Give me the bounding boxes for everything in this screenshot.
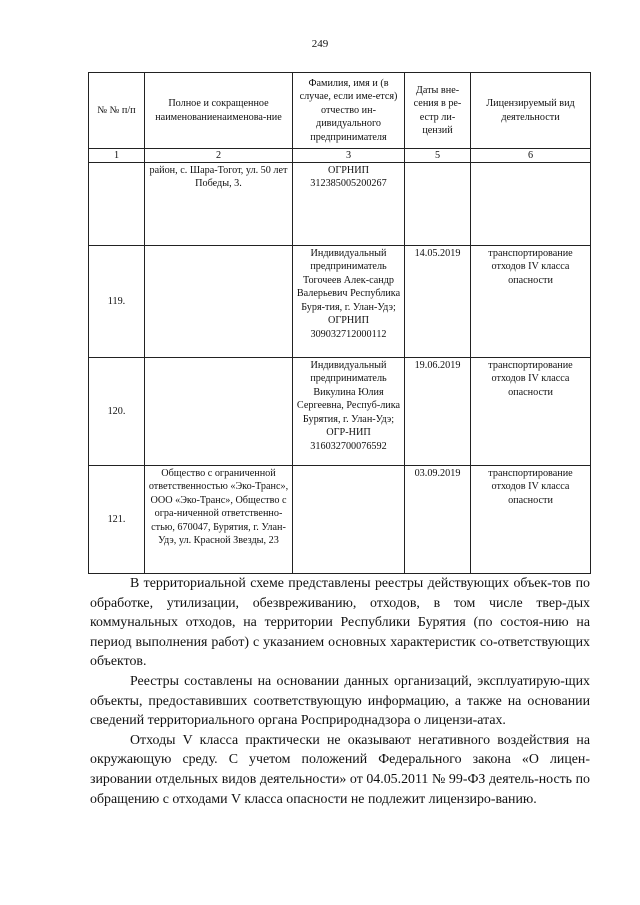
license-date: 14.05.2019 — [405, 246, 471, 358]
paragraph: В территориальной схеме представлены реестры действующих объек-тов по обработке, утилизации, обезвреживанию, отходов, в том числе твер-дых коммунальных отходов, на территории Республики Бурятия (по состоя-нию на период выполнения работ) с указанием основных характеристик со-ответствующих объектов. — [90, 576, 590, 670]
body-text — [90, 574, 590, 809]
table-row — [89, 163, 591, 246]
licensed-activity: транспортирование отходов IV класса опасности — [471, 246, 591, 358]
page-number: 249 — [311, 38, 329, 50]
licensed-activity: транспортирование отходов IV класса опасности — [471, 358, 591, 466]
column-index: 3 — [293, 149, 405, 163]
header-date: Даты вне-сения в ре-естр ли-цензий — [405, 73, 471, 149]
column-index: 2 — [145, 149, 293, 163]
column-index: 5 — [405, 149, 471, 163]
header-entrepreneur: Фамилия, имя и (в случае, если име-ется) отчество ин-дивидуального предпринимателя — [293, 73, 405, 149]
row-number: 119. — [89, 246, 145, 358]
row-number: 120. — [89, 358, 145, 466]
entrepreneur-info: Индивидуальный предприниматель Тогочеев Алек-сандр Валерьевич Республика Буря-тия, г. Улан-Удэ; ОГРНИП 309032712000112 — [293, 246, 405, 358]
organization-name — [145, 358, 293, 466]
paragraph: Отходы V класса практически не оказывают негативного воздействия на окружающую среду. С учетом положений Федерального закона «О лицен-зировании отдельных видов деятельности» от 04.05.2011 № 99-ФЗ деятель-ность по обращению с отходами V класса опасности не подлежит лицензиро-ванию. — [90, 732, 590, 807]
entrepreneur-info — [293, 466, 405, 574]
column-index: 1 — [89, 149, 145, 163]
entrepreneur-info: Индивидуальный предприниматель Викулина Юлия Сергеевна, Респуб-лика Бурятия, г. Улан-Удэ; ОГР-НИП 316032700076592 — [293, 358, 405, 466]
license-date — [405, 163, 471, 246]
organization-name: Общество с ограниченной ответственностью «Эко-Транс», ООО «Эко-Транс», Общество с огра-ниченной ответственно-стью, 670047, Бурятия, г. Улан-Удэ, ул. Красной Звезды, 23 — [145, 466, 293, 574]
table-row — [89, 358, 591, 466]
column-index: 6 — [471, 149, 591, 163]
table-row — [89, 246, 591, 358]
table-row — [89, 466, 591, 574]
header-activity: Лицензируемый вид деятельности — [471, 73, 591, 149]
license-date: 19.06.2019 — [405, 358, 471, 466]
entrepreneur-info: ОГРНИП 312385005200267 — [293, 163, 405, 246]
organization-name: район, с. Шара-Тогот, ул. 50 лет Победы, 3. — [145, 163, 293, 246]
organization-name — [145, 246, 293, 358]
license-date: 03.09.2019 — [405, 466, 471, 574]
column-index-row — [89, 149, 591, 163]
licensed-activity: транспортирование отходов IV класса опасности — [471, 466, 591, 574]
row-number — [89, 163, 145, 246]
header-name: Полное и сокращенное наименованиенаименова-ние — [145, 73, 293, 149]
header-number: № № п/п — [89, 73, 145, 149]
paragraph: Реестры составлены на основании данных организаций, эксплуатирую-щих объекты, предоставивших соответствующую информацию, а также на основании сведений территориального органа Росприроднадзора о лицензи-атах. — [90, 673, 590, 729]
license-registry-table — [88, 72, 591, 574]
licensed-activity — [471, 163, 591, 246]
table-header-row — [89, 73, 591, 149]
row-number: 121. — [89, 466, 145, 574]
